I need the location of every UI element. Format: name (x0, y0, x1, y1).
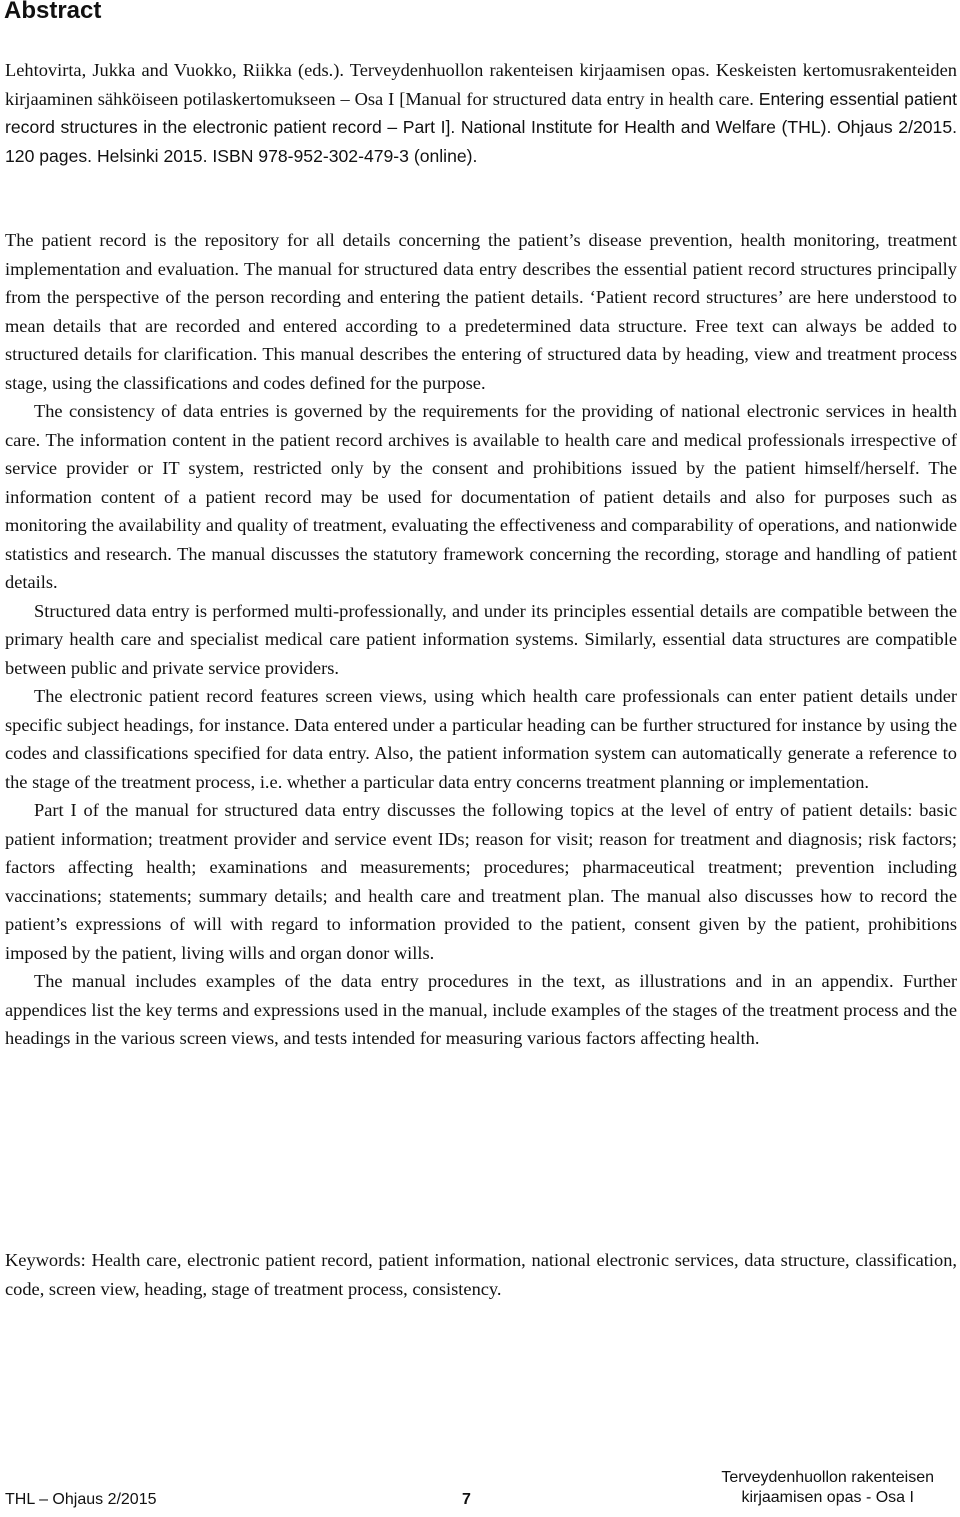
footer-series: THL – Ohjaus 2/2015 (5, 1491, 157, 1508)
paragraph-4: The electronic patient record features screen views, using which health care professionals can enter patient details under specific subject headings, for instance. Data entered under a particular heading can be further structured for instance by using the codes and classifications specified for data entry. Also, the patient information system can automatically generate a reference to the stage of the treatment process, i.e. whether a particular data entry concerns treatment planning or implementation. (5, 686, 957, 792)
citation-part-1: Lehtovirta, Jukka and Vuokko, Riikka (eds.). Terveydenhuollon rakenteisen kirjaamisen opas. Keskeisten kertomusrakenteiden kirjaaminen sähköiseen potilaskertomukseen – Osa I [Manual for structured data entry in health care. (5, 60, 957, 109)
footer-title-line-2: kirjaamisen opas - Osa I (741, 1489, 914, 1506)
paragraph-5: Part I of the manual for structured data entry discusses the following topics at the level of entry of patient details: basic patient information; treatment provider and service event IDs; reason for visit; reason for treatment and diagnosis; risk factors; factors affecting health; examinations and measurements; procedures; pharmaceutical treatment; prevention including vaccinations; statements; summary details; and health care and treatment plan. The manual also discusses how to record the patient’s expressions of will with regard to information provided to the patient, consent given by the patient, prohibitions imposed by the patient, living wills and organ donor wills. (5, 800, 957, 963)
keywords: Keywords: Health care, electronic patient record, patient information, national electronic services, data structure, classification, code, screen view, heading, stage of treatment process, consistency. (5, 1250, 957, 1299)
paragraph-3: Structured data entry is performed multi-professionally, and under its principles essential details are compatible between the primary health care and specialist medical care patient information systems. Similarly, essential data structures are compatible between public and private service providers. (5, 600, 957, 678)
abstract-heading: Abstract (4, 0, 102, 24)
citation-part-2: Entering essential patient record structures in the electronic patient record – Part I]. National Institute for Health and Welfare (THL). Ohjaus 2/2015. 120 pages. Helsinki 2015. ISBN 978-952-302-479-3 (online). (5, 88, 957, 166)
paragraph-6: The manual includes examples of the data entry procedures in the text, as illustrations and in an appendix. Further appendices list the key terms and expressions used in the manual, include examples of the stages of the treatment process and the headings in the various screen views, and tests intended for measuring various factors affecting health. (5, 971, 957, 1048)
footer-publication-title (721, 1468, 934, 1508)
paragraph-2: The consistency of data entries is governed by the requirements for the providing of national electronic services in health care. The information content in the patient record archives is available to health care and medical professionals irrespective of service provider or IT system, restricted only by the consent and prohibitions issued by the patient himself/herself. The information content of a patient record may be used for documentation of patient details and also for purposes such as monitoring the availability and quality of treatment, evaluating the effectiveness and comparability of operations, and nationwide statistics and research. The manual discusses the statutory framework concerning the recording, storage and handling of patient details. (5, 401, 957, 592)
paragraph-1: The patient record is the repository for all details concerning the patient’s disease prevention, health monitoring, treatment implementation and evaluation. The manual for structured data entry describes the essential patient record structures principally from the perspective of the person recording and entering the patient details. ‘Patient record structures’ are here understood to mean details that are recorded and entered according to a predetermined data structure. Free text can always be added to structured details for clarification. This manual describes the entering of structured data by heading, view and treatment process stage, using the classifications and codes defined for the purpose. (5, 230, 957, 393)
footer-page-number: 7 (462, 1491, 471, 1508)
page-footer (0, 1468, 960, 1512)
citation (5, 56, 957, 170)
abstract-body (5, 226, 957, 1053)
footer-title-line-1: Terveydenhuollon rakenteisen (721, 1469, 934, 1486)
